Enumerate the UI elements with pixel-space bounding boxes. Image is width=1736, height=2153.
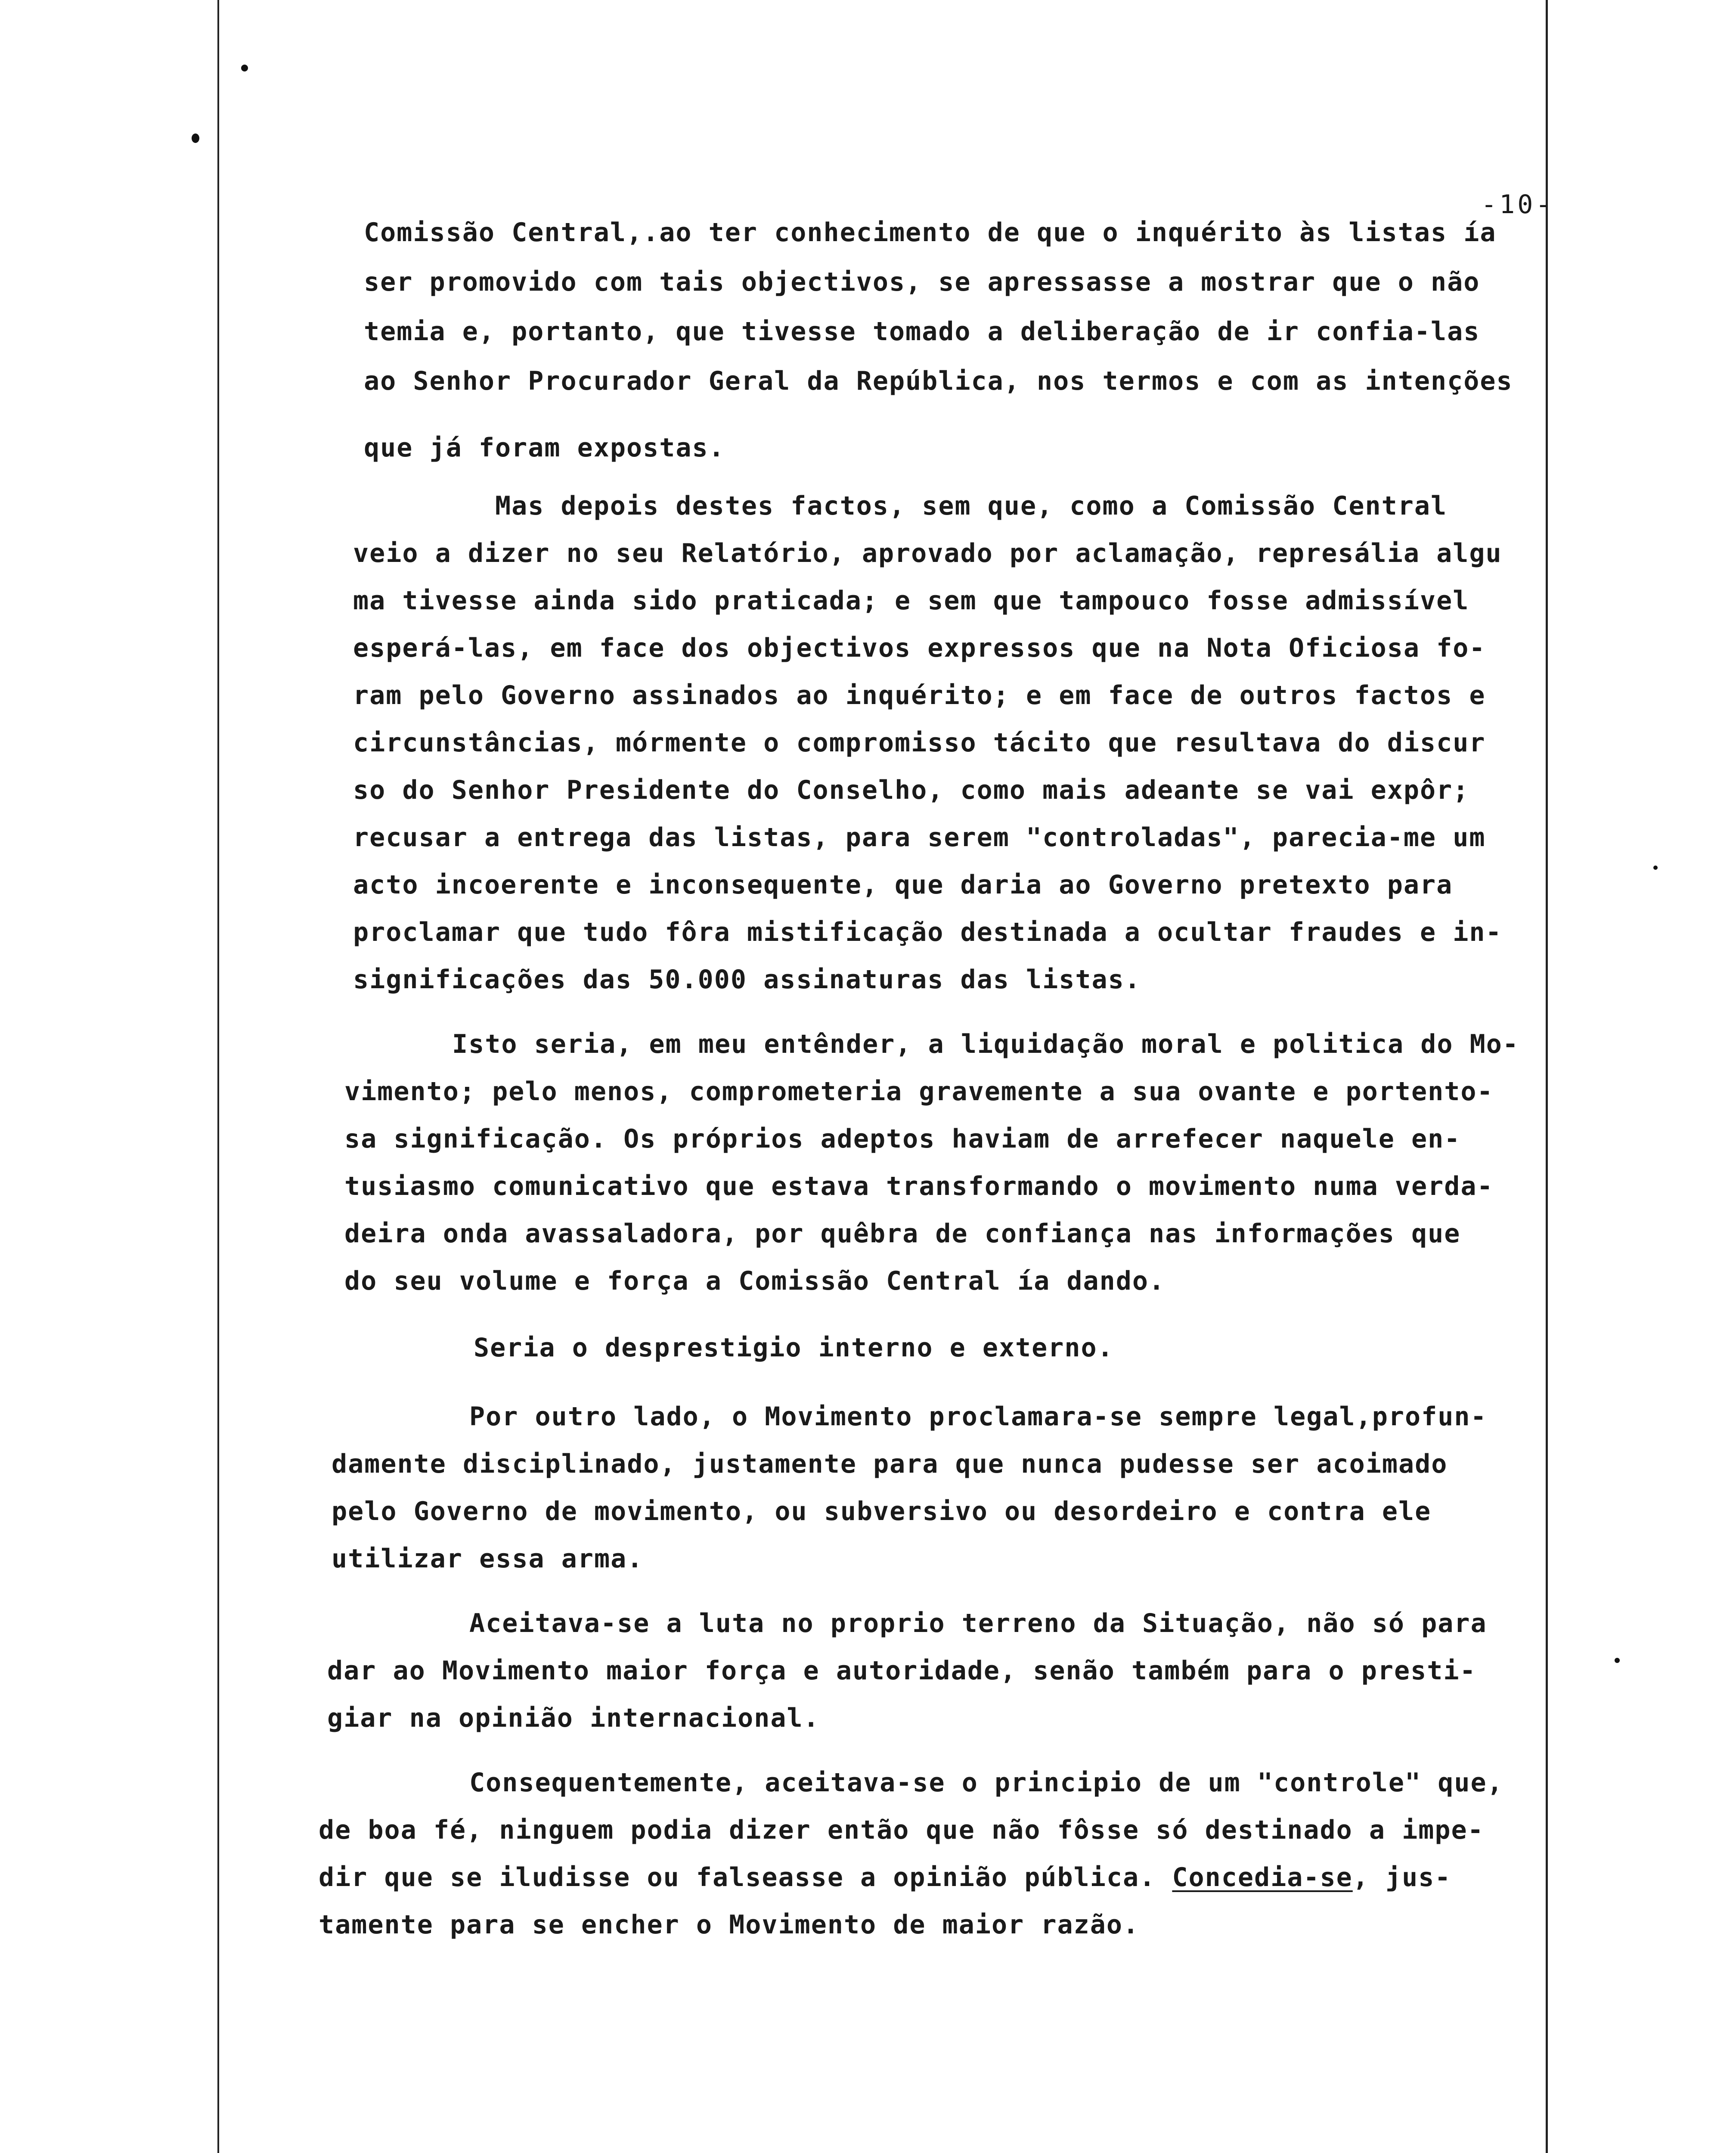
underlined-text: Concedia-se bbox=[1172, 1862, 1353, 1892]
text-line: de boa fé, ninguem podia dizer então que não fôsse só destinado a impe- bbox=[319, 1815, 1484, 1845]
page-number: -10- bbox=[1481, 189, 1554, 220]
right-margin-line bbox=[1546, 0, 1548, 2153]
text-line: vimento; pelo menos, comprometeria gravemente a sua ovante e portento- bbox=[344, 1076, 1494, 1107]
text-line: tamente para se encher o Movimento de maior razão. bbox=[319, 1910, 1140, 1940]
text-line: Aceitava-se a luta no proprio terreno da Situação, não só para bbox=[469, 1608, 1487, 1638]
margin-dot-1 bbox=[1653, 866, 1658, 870]
text-line: circunstâncias, mórmente o compromisso tácito que resultava do discur bbox=[353, 728, 1486, 758]
text-line: sa significação. Os próprios adeptos haviam de arrefecer naquele en- bbox=[344, 1124, 1461, 1154]
text-line: esperá-las, em face dos objectivos expressos que na Nota Oficiosa fo- bbox=[353, 633, 1486, 663]
text-line: damente disciplinado, justamente para que nunca pudesse ser acoimado bbox=[332, 1449, 1448, 1479]
text-line: temia e, portanto, que tivesse tomado a deliberação de ir confia-las bbox=[364, 316, 1480, 347]
left-margin-line bbox=[217, 0, 219, 2153]
text-line: deira onda avassaladora, por quêbra de confiança nas informações que bbox=[344, 1219, 1461, 1249]
text-line: ser promovido com tais objectivos, se apressasse a mostrar que o não bbox=[364, 267, 1480, 297]
text-line: Por outro lado, o Movimento proclamara-se sempre legal,profun- bbox=[469, 1402, 1487, 1432]
text-line: so do Senhor Presidente do Conselho, como mais adeante se vai expôr; bbox=[353, 775, 1469, 805]
text-line: Seria o desprestigio interno e externo. bbox=[474, 1333, 1114, 1363]
text-line: ao Senhor Procurador Geral da República, nos termos e com as intenções bbox=[364, 366, 1513, 396]
text-line: tusiasmo comunicativo que estava transformando o movimento numa verda- bbox=[344, 1171, 1494, 1201]
text-line: Comissão Central,.ao ter conhecimento de que o inquérito às listas ía bbox=[364, 217, 1497, 248]
text-line: proclamar que tudo fôra mistificação destinada a ocultar fraudes e in- bbox=[353, 917, 1502, 947]
text-line: ma tivesse ainda sido praticada; e sem que tampouco fosse admissível bbox=[353, 586, 1469, 616]
text-line: que já foram expostas. bbox=[364, 433, 725, 463]
text-line: do seu volume e força a Comissão Central ía dando. bbox=[344, 1266, 1166, 1296]
text-line: ram pelo Governo assinados ao inquérito; e em face de outros factos e bbox=[353, 680, 1486, 710]
punch-dot-top bbox=[241, 65, 248, 71]
text-line: dar ao Movimento maior força e autoridade, senão também para o presti- bbox=[327, 1656, 1476, 1686]
margin-dot-2 bbox=[1615, 1658, 1620, 1663]
text-line: giar na opinião internacional. bbox=[327, 1703, 820, 1733]
punch-dot-left bbox=[192, 133, 199, 143]
text-line: Isto seria, em meu entênder, a liquidação moral e politica do Mo- bbox=[452, 1029, 1519, 1059]
text-line: recusar a entrega das listas, para serem "controladas", parecia-me um bbox=[353, 822, 1486, 853]
text-line: dir que se iludisse ou falseasse a opinião pública. Concedia-se, jus- bbox=[319, 1862, 1451, 1892]
text-line: Mas depois destes factos, sem que, como a Comissão Central bbox=[495, 491, 1448, 521]
text-line: acto incoerente e inconsequente, que daria ao Governo pretexto para bbox=[353, 870, 1453, 900]
text-line: veio a dizer no seu Relatório, aprovado por aclamação, represália algu bbox=[353, 538, 1502, 568]
text-line: Consequentemente, aceitava-se o principio de um "controle" que, bbox=[469, 1768, 1504, 1798]
text-line: significações das 50.000 assinaturas das listas. bbox=[353, 965, 1141, 995]
text-line: utilizar essa arma. bbox=[332, 1544, 644, 1574]
text-line: pelo Governo de movimento, ou subversivo ou desordeiro e contra ele bbox=[332, 1496, 1432, 1526]
